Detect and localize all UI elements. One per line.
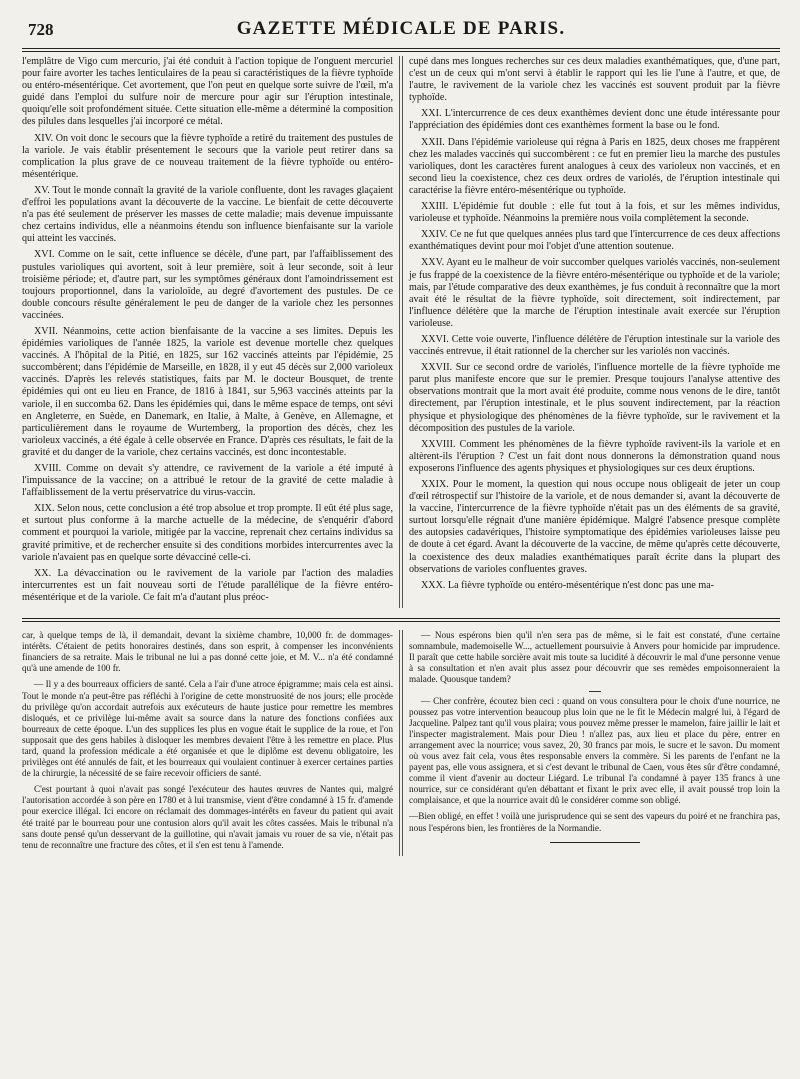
upper-right-column	[409, 56, 780, 608]
news-section	[22, 630, 780, 856]
paragraph: XVI. Comme on le sait, cette influence se décèle, d'une part, par l'affaiblissement des pustules varioliques qui avortent, soit à leur première, soit à leur seconde, soit à leur troisième période; et, d'autre part, sur les symptômes généraux dont l'amoindrissement est toujours proportionnel, dans la varioloïde, au degré d'avortement des pustules. De ce double concours résulte généralement le peu de danger de la variole chez les personnes vaccinées.	[22, 249, 393, 321]
page-number: 728	[28, 20, 54, 39]
news-paragraph: — Il y a des bourreaux officiers de santé. Cela a l'air d'une atroce épigramme; mais cela est ainsi. Tout le monde n'a peut-être pas réfléchi à l'origine de cette monstruosité de nos jours; elle procède du privilège qu'on accordait autrefois aux exécuteurs de haute justice pour remettre les membres disloqués, et ce privilège lui-même avait sa source dans la nature des fonctions confiées aux bourreaux de cette époque. L'un des supplices les plus en vogue était le supplice de la roue, et l'on supposait que des gens habiles à disloquer les membres devaient l'être à les remettre en place. Plus tard, quand la profession médicale a été organisée et que le diplôme est devenu obligatoire, les privilèges ont été annulés de fait, et les bourreaux qui voulaient continuer à exercer certaines parties de la chirurgie, la nécessité de se faire recevoir officiers de santé.	[22, 679, 393, 779]
paragraph: XX. La dévaccination ou le ravivement de la variole par l'action des maladies intercurrentes est un fait nouveau sorti de l'étude parallélique de la fièvre entéro-mésentérique et de la variole. Ce fait m'a d'autant plus préoc-	[22, 567, 393, 603]
header-rule	[22, 48, 780, 52]
column-divider	[399, 56, 403, 608]
paragraph: XXII. Dans l'épidémie varioleuse qui régna à Paris en 1825, deux choses me frappèrent chez les malades vaccinés qui succombèrent : ce fut en premier lieu la marche des pustules varioliques, dont les caractères furent analogues à ceux des varioleux non vaccinés, et en second lieu la coexistence, chez ces deux ordres de variolés, de l'éruption intestinale qui caractérise la fièvre entéro-mésentérique ou typhoïde.	[409, 136, 780, 196]
lower-right-column	[409, 630, 780, 856]
paragraph: XXV. Ayant eu le malheur de voir succomber quelques variolés vaccinés, non-seulement je fus frappé de la coexistence de la fièvre entéro-mésentérique ou typhoïde et de la variole; mais, par l'étude comparative des deux exanthèmes, je fus conduit à reconnaître que la mort avait été le résultat de la fièvre typhoïde, soit directement, soit indirectement, par l'influence délétère que la marche de l'éruption intestinale avait exercée sur l'éruption varioleuse.	[409, 257, 780, 329]
paragraph: XIX. Selon nous, cette conclusion a été trop absolue et trop prompte. Il eût été plus sage, et surtout plus conforme à la marche actuelle de la médecine, de s'enquérir d'abord comment et pourquoi la variole, mitigée par la vaccine, reprenait chez certains individus sa gravité primitive, et de rechercher ensuite si des conditions morbides intercurrentes avec la variole n'avaient pas en quelque sorte dévacciné celle-ci.	[22, 503, 393, 563]
journal-title: GAZETTE MÉDICALE DE PARIS.	[236, 18, 566, 39]
paragraph: XV. Tout le monde connaît la gravité de la variole confluente, dont les ravages glaçaient d'effroi les populations avant la découverte de la vaccine. Le bienfait de cette découverte n'a pas été seulement de préserver les masses de cette maladie; mais devenue impuissante chez certains individus, elle a néanmoins étendu son influence bienfaisante sur la variole qui atteint les vaccinés.	[22, 184, 393, 245]
news-paragraph: C'est pourtant à quoi n'avait pas songé l'exécuteur des hautes œuvres de Nantes qui, malgré l'autorisation accordée à son père en 1780 et à lui transmise, vient d'être condamné à 15 fr. d'amende pour exercice illégal. Ici encore on réclamait des dommages-intérêts en faveur du patient qui avait été traité par le bourreau pour une contusion alors qu'il avait les côtes cassées. Mais le tribunal n'a sans doute pensé qu'un desservant de la guillotine, qui n'avait jamais vu rouer de sa vie, n'était pas tenu de reconnaître une fracture des côtes, et il s'en est tenu à l'amende.	[22, 784, 393, 850]
column-divider	[399, 630, 403, 856]
paragraph: cupé dans mes longues recherches sur ces deux maladies exanthématiques, que, d'une part, c'est un de ceux qui m'ont servi à établir le rapport qui les lie l'une à l'autre, et que, de l'autre, le ravivement de la variole chez les vaccinés est souvent produit par la fièvre typhoïde.	[409, 56, 780, 104]
news-paragraph: car, à quelque temps de là, il demandait, devant la sixième chambre, 10,000 fr. de dommages-intérêts. C'étaient de petits honoraires destinés, dans son esprit, à compenser les inconvénients financiers de sa retraite. Mais le tribunal ne lui a pas donné cette joie, et M. V... n'a été condamné qu'à une amende de 100 fr.	[22, 630, 393, 674]
news-paragraph: — Cher confrère, écoutez bien ceci : quand on vous consultera pour le choix d'une nourrice, ne poussez pas votre intervention beaucoup plus loin que ne le fit le Médecin malgré lui, à l'égard de Jacqueline. Palpez tant qu'il vous plaira; vous pouvez même presser le mamelon, faire jaillir le lait et l'inspecter magistralement. Mais pour Dieu ! n'allez pas, aux lieu et place du père, entrer en arrangement avec la nourrice; vous savez, 20, 30 francs par mois, le sucre et le savon. Du moment où vous avez fait cela, vous êtes responsable envers la commère. Si les parents de l'enfant ne la payent pas, elle vous assignera, et si c'est devant le tribunal de Caen, vous êtes sûr d'être condamné, comme il vient d'avenir au docteur Liégard. Le tribunal l'a condamné à payer 135 francs à une nourrice, sur ce considérant qu'en débattant et fixant le prix avec elle, il avait poussé trop loin la complaisance, et que la nourrice avait dû le considérer comme son obligé.	[409, 695, 780, 806]
paragraph: XVIII. Comme on devait s'y attendre, ce ravivement de la variole a été imputé à l'impuissance de la vaccine; on a attribué le retour de la gravité de cette maladie à l'affaiblissement de la vertu préservatrice du virus-vaccin.	[22, 463, 393, 499]
news-paragraph: —Bien obligé, en effet ! voilà une jurisprudence qui se sent des vapeurs du poiré et ne franchira pas, nous l'espérons bien, les frontières de la Normandie.	[409, 811, 780, 833]
paragraph: XXX. La fièvre typhoïde ou entéro-mésentérique n'est donc pas une ma-	[421, 579, 715, 591]
paragraph: XXI. L'intercurrence de ces deux exanthèmes devient donc une étude intéressante pour l'appréciation des épidémies dont ces exanthèmes forment la base ou le fond.	[409, 108, 780, 132]
upper-left-column	[22, 56, 393, 608]
news-paragraph: — Nous espérons bien qu'il n'en sera pas de même, si le fait est constaté, d'une certaine somnambule, mademoiselle W..., actuellement poursuivie à Anvers pour homicide par imprudence. Il paraît que cette habile sorcière avait mis toute sa lucidité à découvrir le mal d'une personne venue à sa consultation et n'en avait plus assez pour découvrir que ses remèdes empoisonneraient la malade. Quousque tandem?	[409, 630, 780, 685]
paragraph: XVII. Néanmoins, cette action bienfaisante de la vaccine a ses limites. Depuis les épidémies varioliques de l'année 1825, la variole est devenue mortelle chez quelques vaccinés. A l'hôpital de la Pitié, en 1825, sur 162 vaccinés atteints par l'épidémie, 25 succombèrent; dans l'épidémie de Marseille, en 1828, il y eut 45 décès sur 2,000 varioleux vaccinés. D'après les relevés statistiques, faits par M. le docteur Bousquet, de trente épidémies qui ont eu lieu en France, de 1816 à 1841, sur 5,963 vaccinés atteints par la variole, il en succomba 62. Dans les épidémies qui, dans le même espace de temps, ont sévi en Angleterre, en Suède, en Danemark, en Italie, à Malte, à Genève, en Allemagne, et particulièrement dans le royaume de Wurtemberg, la proportion des décès, chez les varioleux vaccinés, a été égale à celle observée en France. D'après ces résultats, le fait de la gravité et du danger de la variole, chez certains vaccinés, est donc incontestable.	[22, 325, 393, 458]
paragraph: XXIII. L'épidémie fut double : elle fut tout à la fois, et sur les mêmes individus, varioleuse et typhoïde. Néanmoins la première nous voila complètement la seconde.	[409, 201, 780, 225]
paragraph: l'emplâtre de Vigo cum mercurio, j'ai été conduit à l'action topique de l'onguent mercuriel pour faire avorter les taches lenticulaires de la peau si caractéristiques de la fièvre typhoïde ou entéro-mésentérique. Cet avortement, que l'on peut en quelque sorte suivre de l'œil, m'a guidé dans l'emploi du sulfure noir de mercure pour agir sur l'éruption intestinale, quoiqu'elle soit profondément située. Cette situation elle-même a déterminé la composition des pilules dans lesquelles j'ai incorporé ce métal.	[22, 56, 393, 128]
paragraph: XIV. On voit donc le secours que la fièvre typhoïde a retiré du traitement des pustules de la variole. Je vais établir présentement le secours que la variole peut retirer dans sa complication la plus grave de ce nouveau traitement de la fièvre typhoïde ou entéro-mésentérique.	[22, 132, 393, 180]
paragraph: XXVIII. Comment les phénomènes de la fièvre typhoïde ravivent-ils la variole et en altèrent-ils l'éruption ? C'est un fait dont nous donnerons la démonstration quand nous exposerons l'influence des agents physiques et physiologiques sur ces deux éruptions.	[409, 438, 780, 474]
page-header	[22, 14, 780, 42]
paragraph: XXIV. Ce ne fut que quelques années plus tard que l'intercurrence de ces deux affections exanthématiques devint pour moi l'objet d'une attention soutenue.	[409, 229, 780, 253]
main-article	[22, 56, 780, 608]
separator	[589, 691, 601, 692]
end-rule	[550, 842, 640, 843]
lower-left-column	[22, 630, 393, 856]
paragraph: XXVI. Cette voie ouverte, l'influence délétère de l'éruption intestinale sur la variole des vaccinés entrevue, il était rationnel de la chercher sur les variolés non vaccinés.	[409, 333, 780, 358]
paragraph: XXIX. Pour le moment, la question qui nous occupe nous obligeait de jeter un coup d'œil rétrospectif sur l'histoire de la variole, et de nous demander si, avant la découverte de la vaccine, l'intercurrence de la fièvre typhoïde n'était pas un des éléments de sa gravité, surtout lorsqu'elle régnait d'une manière épidémique. Malgré l'absence presque complète des autopsies cadavériques, l'histoire symptomatique des épidémies varioleuses laisse peu de doute à cet égard. Avant la découverte de la vaccine, de même qu'après cette découverte, la coexistence des deux maladies exanthématiques paraît écrite dans la plupart des observations de varioles confluentes graves.	[409, 479, 780, 575]
section-rule	[22, 618, 780, 622]
paragraph: XXVII. Sur ce second ordre de variolés, l'influence mortelle de la fièvre typhoïde me parut plus manifeste encore que sur le premier. Presque toujours l'analyse attentive des observations montrait que la mort avait été produite, comme nous venons de le dire, tantôt directement, par l'éruption intestinale, et le plus souvent indirectement, par la réaction physique et physiologique des phénomènes de la fièvre typhoïde, sur le ravivement et la décomposition des pustules de la variole.	[409, 362, 780, 434]
